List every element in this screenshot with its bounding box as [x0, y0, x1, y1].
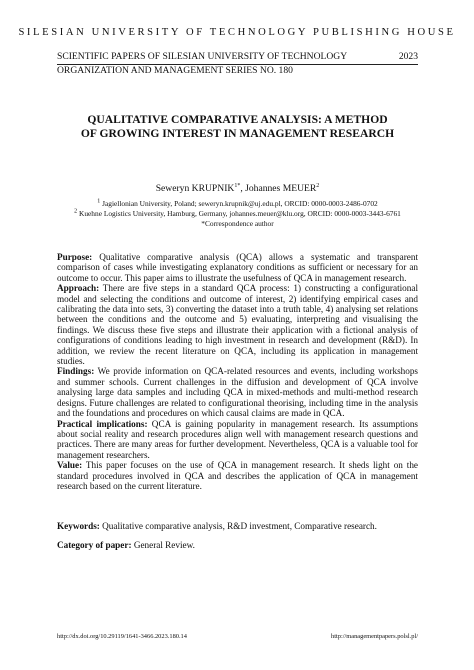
- series-line-2: ORGANIZATION AND MANAGEMENT SERIES NO. 180: [57, 65, 293, 76]
- doi-link[interactable]: http://dx.doi.org/10.29119/1641-3466.2023.180.14: [57, 633, 187, 640]
- value-label: Value:: [57, 460, 83, 471]
- journal-site-link[interactable]: http://managementpapers.polsl.pl/: [331, 633, 418, 640]
- abstract-findings: [57, 366, 418, 418]
- keywords-label: Keywords:: [57, 521, 100, 531]
- findings-text: We provide information on QCA-related resources and events, including workshops and summer schools. Current challenges in the diffusion and development of QCA involve analysing large data samples and including QCA in mixed-methods and multi-method research designs. Future challenges are related to configurational theorising, including time in the analysis and the foundations and procedures on which causal claims are made in QCA.: [57, 366, 418, 419]
- paper-title: [57, 113, 418, 141]
- implications-label: Practical implications:: [57, 418, 148, 429]
- affiliation-2: [57, 209, 418, 219]
- series-line-1: [57, 51, 418, 62]
- approach-text: There are five steps in a standard QCA process: 1) constructing a configurational model and selecting the conditions and outcome of interest, 2) identifying empirical cases and calibrating the data into sets, 3) converting the dataset into a truth table, 4) analysing set relations between the conditions and the outcome and 5) evaluating, interpreting and visualising the findings. We discuss these five steps and illustrate their application with a fictional analysis of configurations of conditions leading to high investment in research and development (R&D). In addition, we review the recent literature on QCA, including its application in management studies.: [57, 283, 418, 367]
- value-text: This paper focuses on the use of QCA in management research. It sheds light on the standard procedures involved in QCA and describes the application of QCA in management research based on the current literature.: [57, 460, 418, 491]
- abstract-approach: [57, 283, 418, 366]
- affiliation-2-text: Kuehne Logistics University, Hamburg, Germany, johannes.meuer@klu.org, ORCID: 0000-0003-3443-6761: [78, 209, 401, 218]
- author-separator: ,: [240, 183, 246, 194]
- abstract-purpose: [57, 252, 418, 283]
- keywords-text: Qualitative comparative analysis, R&D investment, Comparative research.: [99, 521, 377, 531]
- author-2: Johannes MEUER: [245, 183, 317, 194]
- implications-text: QCA is gaining popularity in management research. Its assumptions about social reality and research procedures align well with management research questions and practices. There are many areas for further development. Nevertheless, QCA is a valuable tool for management researchers.: [57, 418, 418, 460]
- affiliation-1-text: Jagiellonian University, Poland; seweryn.krupnik@uj.edu.pl, ORCID: 0000-0003-2486-0702: [102, 199, 378, 208]
- title-line-2: OF GROWING INTEREST IN MANAGEMENT RESEARCH: [80, 127, 395, 140]
- affiliations: [57, 199, 418, 229]
- abstract: [57, 252, 418, 491]
- abstract-implications: [57, 419, 418, 461]
- affiliation-2-sup: 2: [74, 208, 78, 215]
- affiliation-1-sup: 1: [97, 198, 101, 205]
- publisher-name: SILESIAN UNIVERSITY OF TECHNOLOGY PUBLISHING HOUSE: [18, 27, 456, 38]
- category-text: General Review.: [131, 540, 195, 550]
- keywords: [57, 521, 418, 531]
- paper-category: [57, 540, 418, 550]
- author-1: Seweryn KRUPNIK: [155, 183, 235, 194]
- category-label: Category of paper:: [57, 540, 132, 550]
- author-list: [57, 183, 418, 194]
- title-line-1: QUALITATIVE COMPARATIVE ANALYSIS: A METHOD: [87, 113, 388, 126]
- approach-label: Approach:: [57, 283, 100, 294]
- abstract-value: [57, 460, 418, 491]
- affiliation-1: [57, 199, 418, 209]
- series-title: SCIENTIFIC PAPERS OF SILESIAN UNIVERSITY OF TECHNOLOGY: [57, 51, 348, 62]
- findings-label: Findings:: [57, 366, 95, 377]
- purpose-label: Purpose:: [57, 252, 93, 262]
- author-1-sup: 1*: [234, 182, 241, 189]
- publication-year: 2023: [398, 51, 418, 62]
- author-2-sup: 2: [316, 182, 320, 189]
- purpose-text: Qualitative comparative analysis (QCA) allows a systematic and transparent comparison of cases while investigating explanatory conditions as sufficient or necessary for an outcome to occur. This paper aims to illustrate the usefulness of QCA in management research.: [57, 252, 418, 283]
- correspondence-note: *Correspondence author: [201, 219, 274, 228]
